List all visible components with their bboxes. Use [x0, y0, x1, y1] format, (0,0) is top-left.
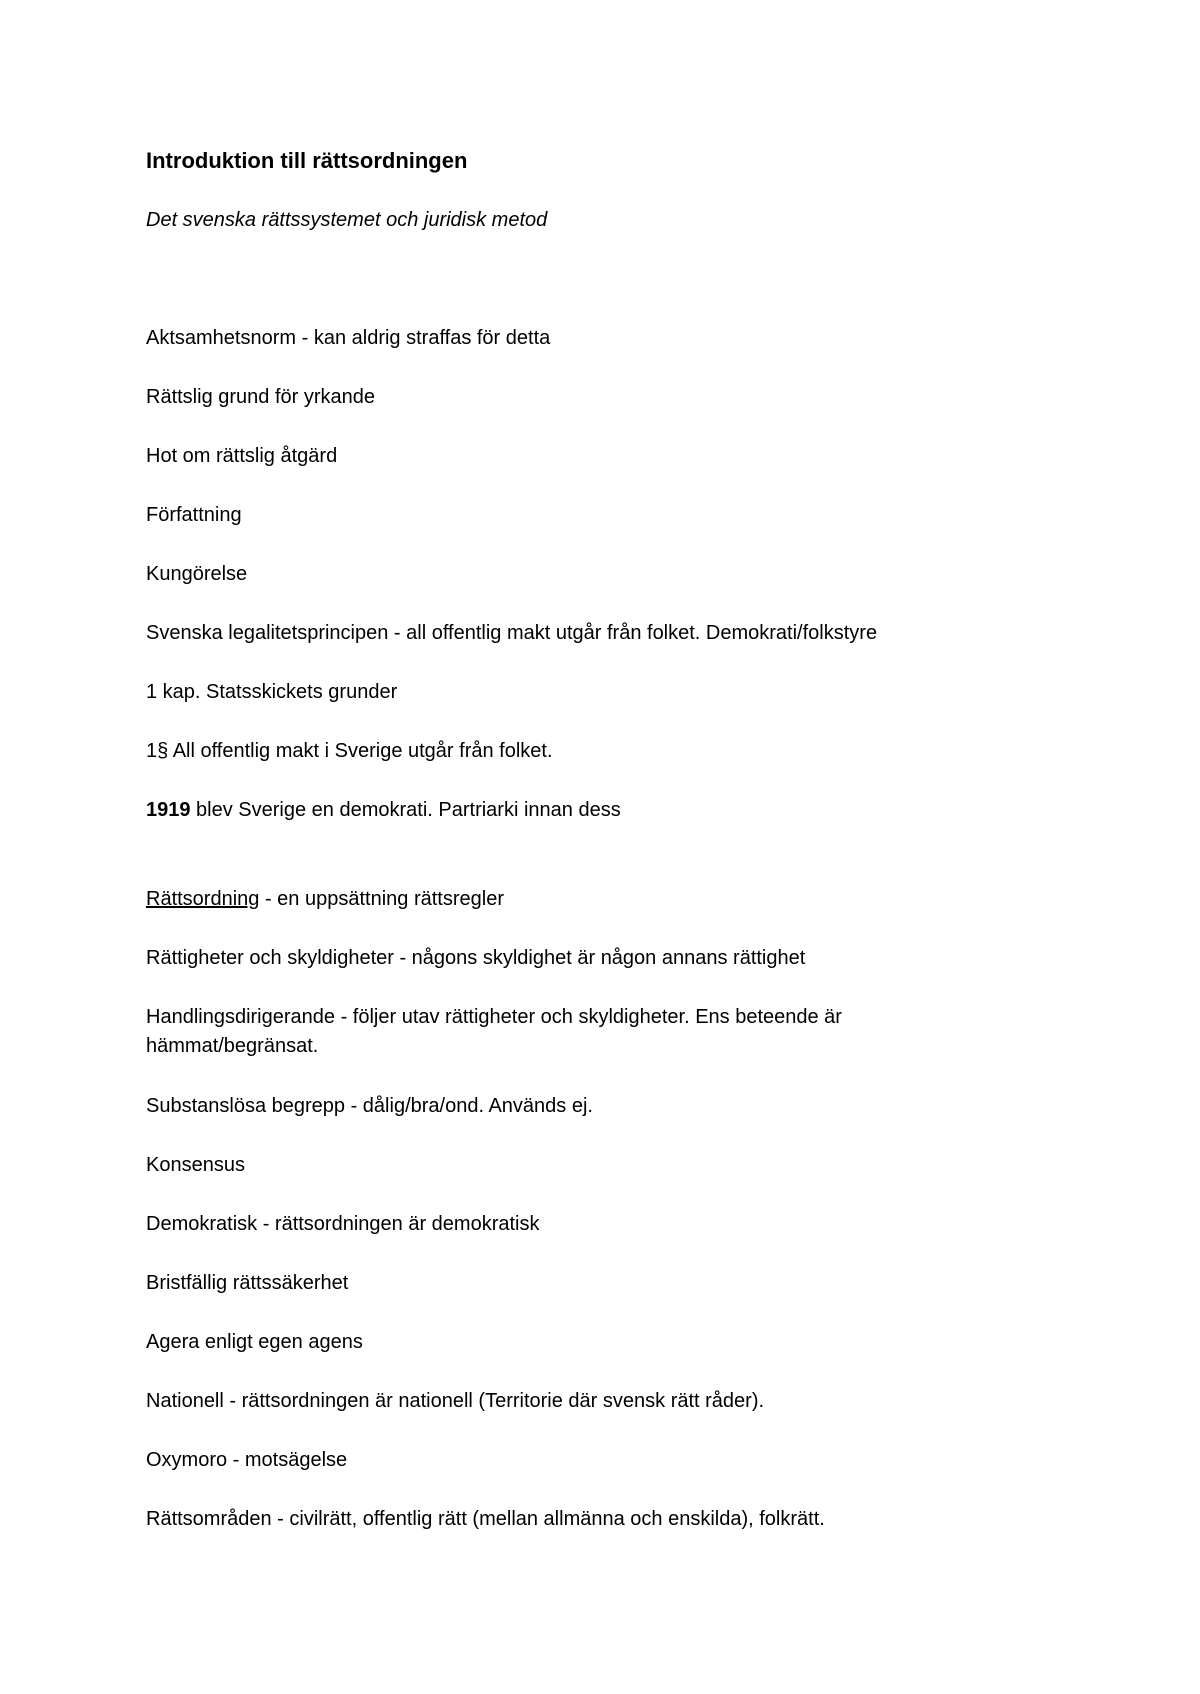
rattsordning-rest: - en uppsättning rättsregler — [259, 888, 504, 910]
note-line: Rättsområden - civilrätt, offentlig rätt (mellan allmänna och enskilda), folkrätt. — [146, 1508, 825, 1530]
note-line: Agera enligt egen agens — [146, 1331, 363, 1353]
note-line: Demokratisk - rättsordningen är demokratisk — [146, 1213, 540, 1235]
rattsordning-line — [146, 885, 504, 914]
note-line: Konsensus — [146, 1154, 245, 1176]
year-line — [146, 796, 621, 825]
year-text: 1919 — [146, 799, 191, 821]
note-line: Bristfällig rättssäkerhet — [146, 1272, 349, 1294]
note-line: Rättigheter och skyldigheter - någons skyldighet är någon annans rättighet — [146, 947, 806, 969]
note-line: Nationell - rättsordningen är nationell (Territorie där svensk rätt råder). — [146, 1390, 765, 1412]
document-subtitle: Det svenska rättssystemet och juridisk metod — [146, 209, 548, 231]
note-line: Kungörelse — [146, 563, 248, 585]
note-line: Handlingsdirigerande - följer utav rättigheter och skyldigheter. Ens beteende är hämmat/begränsat. — [146, 1006, 842, 1057]
note-line: Rättslig grund för yrkande — [146, 386, 376, 408]
rattsordning-term: Rättsordning — [146, 888, 260, 910]
document-title: Introduktion till rättsordningen — [146, 148, 468, 173]
note-line: 1 kap. Statsskickets grunder — [146, 681, 398, 703]
note-line: Svenska legalitetsprincipen - all offentlig makt utgår från folket. Demokrati/folkstyre — [146, 622, 878, 644]
note-line: Författning — [146, 504, 242, 526]
note-line: Hot om rättslig åtgärd — [146, 445, 338, 467]
note-line: 1§ All offentlig makt i Sverige utgår från folket. — [146, 740, 553, 762]
note-line: Oxymoro - motsägelse — [146, 1449, 348, 1471]
year-line-rest: blev Sverige en demokrati. Partriarki innan dess — [190, 799, 621, 821]
note-line: Aktsamhetsnorm - kan aldrig straffas för detta — [146, 327, 551, 349]
note-line: Substanslösa begrepp - dålig/bra/ond. Används ej. — [146, 1095, 593, 1117]
